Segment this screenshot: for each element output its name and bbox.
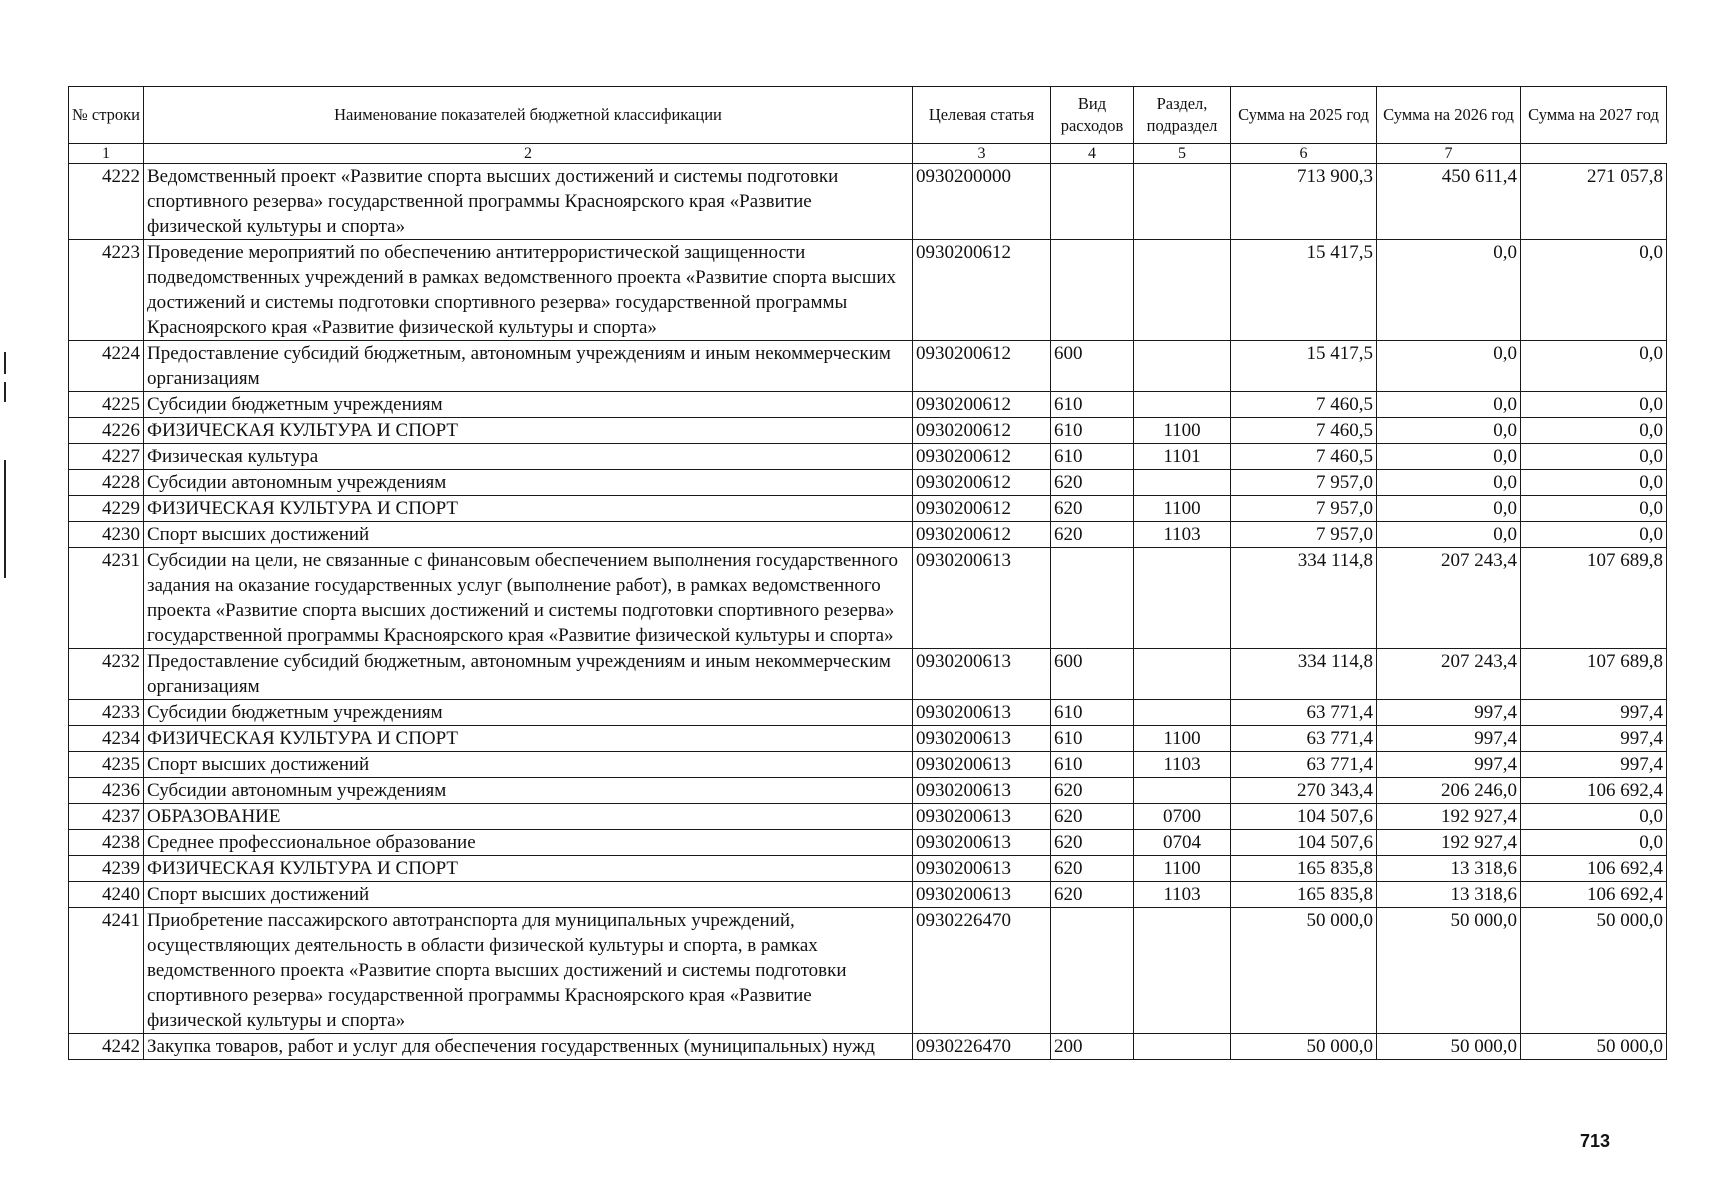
expense-type: 610 — [1051, 700, 1134, 726]
sum-2026: 0,0 — [1377, 418, 1521, 444]
target-article: 0930200613 — [913, 752, 1051, 778]
indicator-name: ФИЗИЧЕСКАЯ КУЛЬТУРА И СПОРТ — [144, 496, 913, 522]
target-article: 0930200612 — [913, 392, 1051, 418]
sum-2026: 206 246,0 — [1377, 778, 1521, 804]
page-number: 713 — [1580, 1131, 1611, 1151]
row-number: 4226 — [69, 418, 144, 444]
indicator-name: Предоставление субсидий бюджетным, автономным учреждениям и иным некоммерческим организациям — [144, 341, 913, 392]
header-sum-2025: Сумма на 2025 год — [1231, 87, 1377, 144]
expense-type — [1051, 164, 1134, 240]
sum-2025: 334 114,8 — [1231, 649, 1377, 700]
sum-2025: 334 114,8 — [1231, 548, 1377, 649]
section-subsection: 1103 — [1134, 882, 1231, 908]
indicator-name: Закупка товаров, работ и услуг для обеспечения государственных (муниципальных) нужд — [144, 1034, 913, 1060]
row-number: 4224 — [69, 341, 144, 392]
sum-2025: 713 900,3 — [1231, 164, 1377, 240]
table-row — [69, 908, 1667, 1034]
row-number: 4237 — [69, 804, 144, 830]
target-article: 0930200613 — [913, 856, 1051, 882]
table-body — [69, 164, 1667, 1060]
target-article: 0930200613 — [913, 548, 1051, 649]
sum-2027: 997,4 — [1521, 700, 1667, 726]
sum-2027: 106 692,4 — [1521, 856, 1667, 882]
header-sum-2027: Сумма на 2027 год — [1521, 87, 1667, 144]
sum-2026: 0,0 — [1377, 444, 1521, 470]
table-row — [69, 392, 1667, 418]
section-subsection — [1134, 392, 1231, 418]
column-number: 5 — [1134, 144, 1231, 164]
sum-2026: 207 243,4 — [1377, 649, 1521, 700]
column-number-row — [69, 144, 1667, 164]
row-number: 4242 — [69, 1034, 144, 1060]
target-article: 0930226470 — [913, 1034, 1051, 1060]
column-number: 4 — [1051, 144, 1134, 164]
sum-2025: 63 771,4 — [1231, 726, 1377, 752]
section-subsection: 0700 — [1134, 804, 1231, 830]
indicator-name: Субсидии автономным учреждениям — [144, 470, 913, 496]
sum-2025: 7 460,5 — [1231, 418, 1377, 444]
section-subsection — [1134, 908, 1231, 1034]
row-number: 4228 — [69, 470, 144, 496]
target-article: 0930200612 — [913, 341, 1051, 392]
table-row — [69, 830, 1667, 856]
sum-2027: 50 000,0 — [1521, 1034, 1667, 1060]
section-subsection: 1100 — [1134, 856, 1231, 882]
indicator-name: Субсидии автономным учреждениям — [144, 778, 913, 804]
sum-2027: 107 689,8 — [1521, 548, 1667, 649]
sum-2026: 13 318,6 — [1377, 856, 1521, 882]
expense-type: 620 — [1051, 882, 1134, 908]
table-row — [69, 496, 1667, 522]
sum-2026: 50 000,0 — [1377, 908, 1521, 1034]
table-row — [69, 752, 1667, 778]
table-row — [69, 444, 1667, 470]
row-number: 4233 — [69, 700, 144, 726]
column-number: 7 — [1377, 144, 1521, 164]
table-row — [69, 649, 1667, 700]
expense-type: 200 — [1051, 1034, 1134, 1060]
target-article: 0930200612 — [913, 470, 1051, 496]
indicator-name: Среднее профессиональное образование — [144, 830, 913, 856]
target-article: 0930200613 — [913, 649, 1051, 700]
section-subsection: 1100 — [1134, 496, 1231, 522]
target-article: 0930200612 — [913, 496, 1051, 522]
table-row — [69, 1034, 1667, 1060]
header-expense-type: Вид расходов — [1051, 87, 1134, 144]
sum-2026: 450 611,4 — [1377, 164, 1521, 240]
section-subsection: 1103 — [1134, 752, 1231, 778]
table-row — [69, 548, 1667, 649]
sum-2026: 0,0 — [1377, 496, 1521, 522]
row-number: 4231 — [69, 548, 144, 649]
sum-2026: 997,4 — [1377, 752, 1521, 778]
target-article: 0930200612 — [913, 418, 1051, 444]
expense-type: 610 — [1051, 752, 1134, 778]
expense-type: 620 — [1051, 856, 1134, 882]
section-subsection: 1100 — [1134, 418, 1231, 444]
sum-2026: 0,0 — [1377, 392, 1521, 418]
expense-type — [1051, 240, 1134, 341]
budget-table — [68, 86, 1667, 1060]
section-subsection — [1134, 1034, 1231, 1060]
indicator-name: Ведомственный проект «Развитие спорта высших достижений и системы подготовки спортивного резерва» государственной программы Красноярского края «Развитие физической культуры и спорта» — [144, 164, 913, 240]
row-number: 4223 — [69, 240, 144, 341]
indicator-name: Спорт высших достижений — [144, 882, 913, 908]
sum-2027: 106 692,4 — [1521, 778, 1667, 804]
sum-2026: 0,0 — [1377, 341, 1521, 392]
sum-2025: 104 507,6 — [1231, 804, 1377, 830]
row-number: 4239 — [69, 856, 144, 882]
sum-2026: 207 243,4 — [1377, 548, 1521, 649]
indicator-name: ФИЗИЧЕСКАЯ КУЛЬТУРА И СПОРТ — [144, 418, 913, 444]
sum-2025: 7 957,0 — [1231, 522, 1377, 548]
expense-type — [1051, 908, 1134, 1034]
column-number: 1 — [69, 144, 144, 164]
header-section: Раздел, подраздел — [1134, 87, 1231, 144]
sum-2026: 0,0 — [1377, 470, 1521, 496]
sum-2025: 7 957,0 — [1231, 470, 1377, 496]
expense-type — [1051, 548, 1134, 649]
scan-edge-mark — [4, 460, 6, 578]
target-article: 0930200000 — [913, 164, 1051, 240]
sum-2027: 271 057,8 — [1521, 164, 1667, 240]
sum-2025: 15 417,5 — [1231, 240, 1377, 341]
table-row — [69, 856, 1667, 882]
target-article: 0930200613 — [913, 830, 1051, 856]
section-subsection — [1134, 470, 1231, 496]
expense-type: 610 — [1051, 418, 1134, 444]
sum-2025: 165 835,8 — [1231, 856, 1377, 882]
header-row-number: № строки — [69, 87, 144, 144]
sum-2025: 63 771,4 — [1231, 700, 1377, 726]
row-number: 4222 — [69, 164, 144, 240]
header-target-article: Целевая статья — [913, 87, 1051, 144]
expense-type: 620 — [1051, 522, 1134, 548]
table-row — [69, 882, 1667, 908]
target-article: 0930200612 — [913, 522, 1051, 548]
sum-2027: 997,4 — [1521, 752, 1667, 778]
expense-type: 600 — [1051, 341, 1134, 392]
table-row — [69, 470, 1667, 496]
sum-2025: 165 835,8 — [1231, 882, 1377, 908]
sum-2025: 15 417,5 — [1231, 341, 1377, 392]
sum-2027: 0,0 — [1521, 496, 1667, 522]
indicator-name: ОБРАЗОВАНИЕ — [144, 804, 913, 830]
expense-type: 620 — [1051, 830, 1134, 856]
table-header-row — [69, 87, 1667, 144]
table-row — [69, 778, 1667, 804]
column-number: 3 — [913, 144, 1051, 164]
section-subsection: 1103 — [1134, 522, 1231, 548]
section-subsection: 1100 — [1134, 726, 1231, 752]
row-number: 4240 — [69, 882, 144, 908]
row-number: 4230 — [69, 522, 144, 548]
expense-type: 610 — [1051, 392, 1134, 418]
scan-edge-mark — [4, 352, 6, 374]
indicator-name: ФИЗИЧЕСКАЯ КУЛЬТУРА И СПОРТ — [144, 856, 913, 882]
sum-2027: 0,0 — [1521, 470, 1667, 496]
sum-2025: 104 507,6 — [1231, 830, 1377, 856]
sum-2025: 63 771,4 — [1231, 752, 1377, 778]
table-row — [69, 418, 1667, 444]
sum-2027: 107 689,8 — [1521, 649, 1667, 700]
table-row — [69, 700, 1667, 726]
table-row — [69, 164, 1667, 240]
column-number: 6 — [1231, 144, 1377, 164]
target-article: 0930200613 — [913, 882, 1051, 908]
expense-type: 620 — [1051, 496, 1134, 522]
section-subsection — [1134, 164, 1231, 240]
sum-2027: 0,0 — [1521, 418, 1667, 444]
sum-2027: 0,0 — [1521, 240, 1667, 341]
section-subsection — [1134, 548, 1231, 649]
sum-2027: 0,0 — [1521, 804, 1667, 830]
row-number: 4232 — [69, 649, 144, 700]
section-subsection — [1134, 700, 1231, 726]
row-number: 4235 — [69, 752, 144, 778]
expense-type: 610 — [1051, 726, 1134, 752]
sum-2026: 50 000,0 — [1377, 1034, 1521, 1060]
row-number: 4227 — [69, 444, 144, 470]
indicator-name: ФИЗИЧЕСКАЯ КУЛЬТУРА И СПОРТ — [144, 726, 913, 752]
header-sum-2026: Сумма на 2026 год — [1377, 87, 1521, 144]
sum-2027: 0,0 — [1521, 444, 1667, 470]
indicator-name: Предоставление субсидий бюджетным, автономным учреждениям и иным некоммерческим организациям — [144, 649, 913, 700]
expense-type: 600 — [1051, 649, 1134, 700]
header-name: Наименование показателей бюджетной классификации — [144, 87, 913, 144]
sum-2025: 50 000,0 — [1231, 1034, 1377, 1060]
sum-2027: 0,0 — [1521, 830, 1667, 856]
sum-2026: 0,0 — [1377, 240, 1521, 341]
table-row — [69, 341, 1667, 392]
sum-2025: 7 460,5 — [1231, 392, 1377, 418]
target-article: 0930200612 — [913, 444, 1051, 470]
table-row — [69, 804, 1667, 830]
row-number: 4229 — [69, 496, 144, 522]
row-number: 4225 — [69, 392, 144, 418]
indicator-name: Проведение мероприятий по обеспечению антитеррористической защищенности подведомственных учреждений в рамках ведомственного проекта «Развитие спорта высших достижений и системы подготовки спортивного резерва» государственной программы Красноярского края «Развитие физической культуры и спорта» — [144, 240, 913, 341]
sum-2027: 0,0 — [1521, 392, 1667, 418]
target-article: 0930200613 — [913, 778, 1051, 804]
indicator-name: Субсидии на цели, не связанные с финансовым обеспечением выполнения государственного задания на оказание государственных услуг (выполнение работ), в рамках ведомственного проекта «Развитие спорта высших достижений и системы подготовки спортивного резерва» государственной программы Красноярского края «Развитие физической культуры и спорта» — [144, 548, 913, 649]
table-row — [69, 240, 1667, 341]
section-subsection — [1134, 341, 1231, 392]
sum-2027: 0,0 — [1521, 341, 1667, 392]
indicator-name: Физическая культура — [144, 444, 913, 470]
section-subsection: 1101 — [1134, 444, 1231, 470]
sum-2026: 192 927,4 — [1377, 804, 1521, 830]
table-row — [69, 522, 1667, 548]
section-subsection — [1134, 778, 1231, 804]
indicator-name: Спорт высших достижений — [144, 522, 913, 548]
expense-type: 620 — [1051, 804, 1134, 830]
sum-2026: 997,4 — [1377, 700, 1521, 726]
expense-type: 620 — [1051, 778, 1134, 804]
sum-2026: 997,4 — [1377, 726, 1521, 752]
target-article: 0930200612 — [913, 240, 1051, 341]
indicator-name: Субсидии бюджетным учреждениям — [144, 392, 913, 418]
sum-2027: 106 692,4 — [1521, 882, 1667, 908]
sum-2026: 13 318,6 — [1377, 882, 1521, 908]
column-number: 2 — [144, 144, 913, 164]
target-article: 0930200613 — [913, 804, 1051, 830]
row-number: 4236 — [69, 778, 144, 804]
table-row — [69, 726, 1667, 752]
indicator-name: Субсидии бюджетным учреждениям — [144, 700, 913, 726]
section-subsection — [1134, 649, 1231, 700]
target-article: 0930200613 — [913, 726, 1051, 752]
row-number: 4241 — [69, 908, 144, 1034]
sum-2026: 0,0 — [1377, 522, 1521, 548]
indicator-name: Приобретение пассажирского автотранспорта для муниципальных учреждений, осуществляющих деятельность в области физической культуры и спорта, в рамках ведомственного проекта «Развитие спорта высших достижений и системы подготовки спортивного резерва» государственной программы Красноярского края «Развитие физической культуры и спорта» — [144, 908, 913, 1034]
target-article: 0930226470 — [913, 908, 1051, 1034]
sum-2027: 50 000,0 — [1521, 908, 1667, 1034]
section-subsection: 0704 — [1134, 830, 1231, 856]
target-article: 0930200613 — [913, 700, 1051, 726]
row-number: 4238 — [69, 830, 144, 856]
scan-edge-mark — [4, 382, 6, 402]
sum-2025: 270 343,4 — [1231, 778, 1377, 804]
sum-2025: 7 957,0 — [1231, 496, 1377, 522]
sum-2027: 0,0 — [1521, 522, 1667, 548]
expense-type: 620 — [1051, 470, 1134, 496]
sum-2025: 50 000,0 — [1231, 908, 1377, 1034]
sum-2025: 7 460,5 — [1231, 444, 1377, 470]
indicator-name: Спорт высших достижений — [144, 752, 913, 778]
section-subsection — [1134, 240, 1231, 341]
expense-type: 610 — [1051, 444, 1134, 470]
sum-2026: 192 927,4 — [1377, 830, 1521, 856]
sum-2027: 997,4 — [1521, 726, 1667, 752]
row-number: 4234 — [69, 726, 144, 752]
